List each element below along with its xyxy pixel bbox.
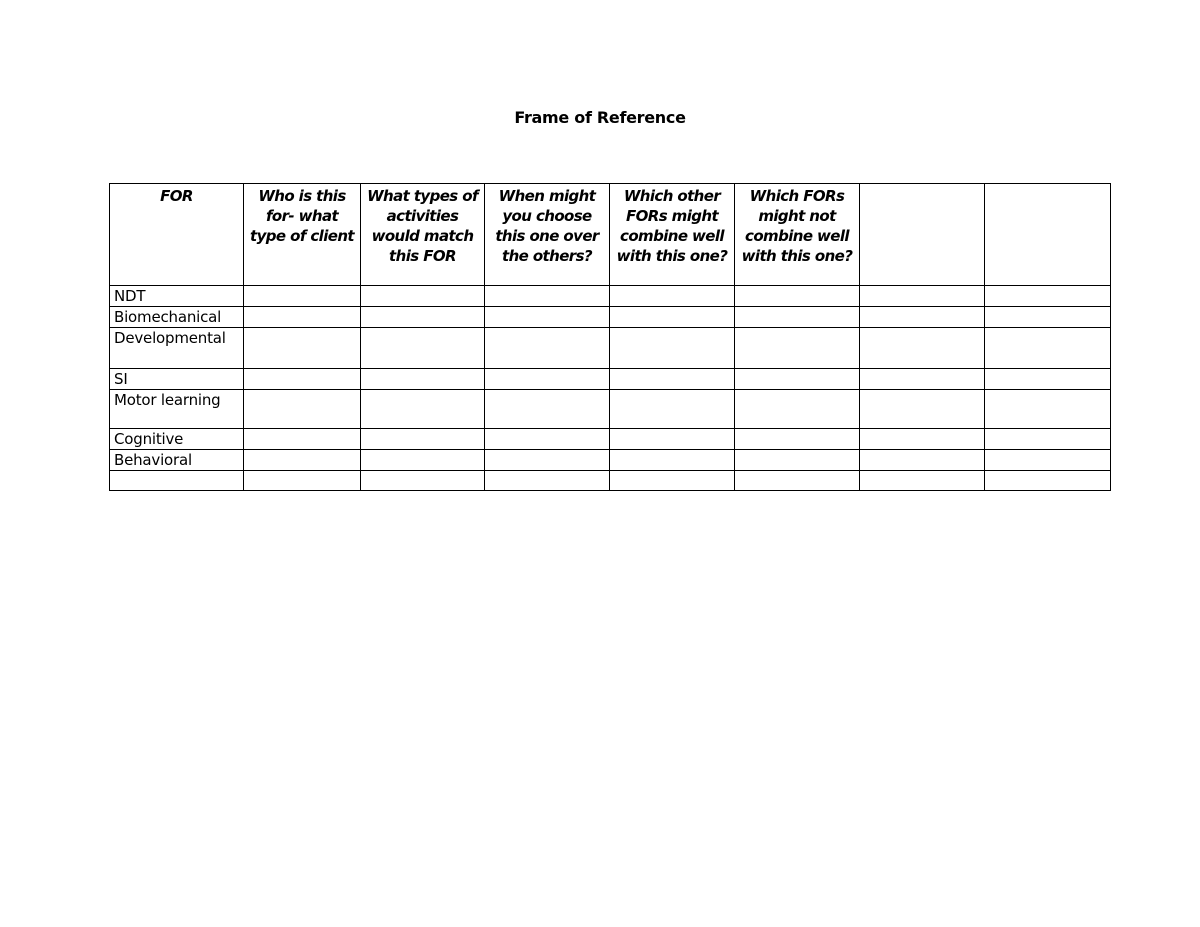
document-title: Frame of Reference [514,108,686,127]
table-cell[interactable] [860,471,985,491]
row-label-blank[interactable] [110,471,244,491]
table-cell[interactable] [735,369,860,390]
table-row [110,390,1111,429]
table-cell[interactable] [244,429,361,450]
table-cell[interactable] [485,328,610,369]
table-cell[interactable] [244,390,361,429]
table-cell[interactable] [610,286,735,307]
table-cell[interactable] [985,390,1111,429]
header-blank-1 [860,184,985,286]
table-cell[interactable] [860,307,985,328]
table-cell[interactable] [361,471,485,491]
table-cell[interactable] [361,369,485,390]
header-activities: What types of activities would match this FOR [361,184,485,286]
table-cell[interactable] [244,307,361,328]
row-label-developmental: Developmental [110,328,244,369]
table-cell[interactable] [985,307,1111,328]
row-label-behavioral: Behavioral [110,450,244,471]
table-cell[interactable] [485,307,610,328]
table-cell[interactable] [735,471,860,491]
table-cell[interactable] [485,471,610,491]
table-cell[interactable] [735,450,860,471]
header-not-combine: Which FORs might not combine well with this one? [735,184,860,286]
table-cell[interactable] [860,286,985,307]
row-label-motor-learning: Motor learning [110,390,244,429]
row-label-si: SI [110,369,244,390]
table-cell[interactable] [860,390,985,429]
table-row [110,286,1111,307]
table-cell[interactable] [244,471,361,491]
table-cell[interactable] [985,450,1111,471]
table-cell[interactable] [985,471,1111,491]
table-cell[interactable] [485,286,610,307]
table-cell[interactable] [244,286,361,307]
table-cell[interactable] [860,328,985,369]
table-cell[interactable] [485,429,610,450]
table-cell[interactable] [610,450,735,471]
table-cell[interactable] [610,471,735,491]
frame-of-reference-table [109,183,1111,491]
table-cell[interactable] [860,369,985,390]
row-label-ndt: NDT [110,286,244,307]
table-cell[interactable] [735,429,860,450]
table-cell[interactable] [985,429,1111,450]
table-header-row [110,184,1111,286]
table-cell[interactable] [610,307,735,328]
table-cell[interactable] [735,390,860,429]
table-cell[interactable] [735,307,860,328]
table-cell[interactable] [361,429,485,450]
table-cell[interactable] [985,328,1111,369]
table-cell[interactable] [361,390,485,429]
table-cell[interactable] [485,450,610,471]
table-cell[interactable] [610,429,735,450]
table-cell[interactable] [485,390,610,429]
table-cell[interactable] [361,450,485,471]
table-cell[interactable] [860,429,985,450]
header-when-choose: When might you choose this one over the others? [485,184,610,286]
table-row [110,369,1111,390]
table-cell[interactable] [244,450,361,471]
table-cell[interactable] [735,286,860,307]
table-cell[interactable] [860,450,985,471]
table-cell[interactable] [244,328,361,369]
table-row [110,471,1111,491]
table-cell[interactable] [361,328,485,369]
table-cell[interactable] [735,328,860,369]
table-cell[interactable] [361,307,485,328]
table-cell[interactable] [485,369,610,390]
table-cell[interactable] [985,286,1111,307]
table-row [110,450,1111,471]
table-row [110,328,1111,369]
table-cell[interactable] [610,328,735,369]
table-cell[interactable] [610,369,735,390]
header-who-is-this-for: Who is this for- what type of client [244,184,361,286]
header-for: FOR [110,184,244,286]
header-blank-2 [985,184,1111,286]
row-label-biomechanical: Biomechanical [110,307,244,328]
table-cell[interactable] [610,390,735,429]
table-cell[interactable] [244,369,361,390]
table-cell[interactable] [361,286,485,307]
table-row [110,307,1111,328]
table-row [110,429,1111,450]
header-combine-well: Which other FORs might combine well with this one? [610,184,735,286]
row-label-cognitive: Cognitive [110,429,244,450]
table-cell[interactable] [985,369,1111,390]
